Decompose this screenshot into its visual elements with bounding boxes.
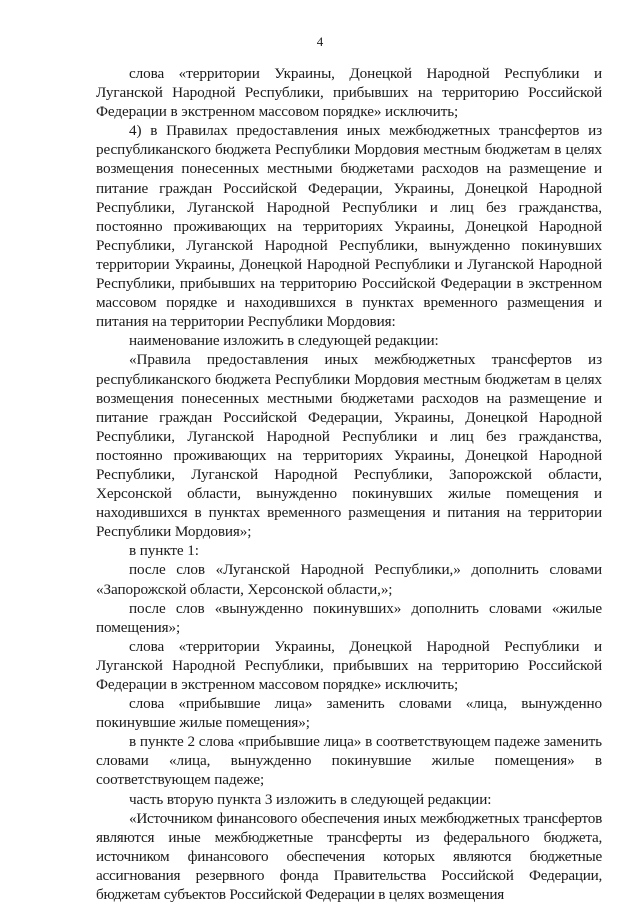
paragraph: наименование изложить в следующей редакции: — [129, 332, 439, 350]
paragraph: «Источником финансового обеспечения иных межбюджетных трансфертов являются иные межбюджетные трансферты из федерального бюджета, источником финансового обеспечения которых являются бюджетные ассигнования резервного фонда Правительства Российской Федерации, бюджетам субъектов Российской Федерации в целях возмещения — [96, 809, 602, 904]
document-body — [96, 64, 602, 904]
paragraph: «Правила предоставления иных межбюджетных трансфертов из республиканского бюджета Республики Мордовия местным бюджетам в целях возмещения понесенных местными бюджетами расходов на размещение и питание граждан Российской Федерации, Украины, Донецкой Народной Республики, Луганской Народной Республики и лиц без гражданства, постоянно проживающих на территориях Украины, Донецкой Народной Республики, Луганской Народной Республики, Запорожской области, Херсонской области, вынужденно покинувших жилые помещения и находившихся в пунктах временного размещения и питания на территории Республики Мордовия»; — [96, 351, 602, 541]
paragraph: слова «территории Украины, Донецкой Народной Республики и Луганской Народной Республики, прибывших на территорию Российской Федерации в экстренном массовом порядке» исключить; — [96, 637, 602, 693]
page-number: 4 — [316, 34, 324, 49]
paragraph: после слов «Луганской Народной Республики,» дополнить словами «Запорожской области, Херсонской области,»; — [96, 561, 602, 598]
paragraph: в пункте 1: — [129, 542, 199, 560]
paragraph: после слов «вынужденно покинувших» дополнить словами «жилые помещения»; — [96, 599, 602, 636]
paragraph: 4) в Правилах предоставления иных межбюджетных трансфертов из республиканского бюджета Республики Мордовия местным бюджетам в целях возмещения понесенных местными бюджетами расходов на размещение и питание граждан Российской Федерации, Украины, Донецкой Народной Республики, Луганской Народной Республики и лиц без гражданства, постоянно проживающих на территориях Украины, Донецкой Народной Республики, Луганской Народной Республики, вынужденно покинувших территории Украины, Донецкой Народной Республики и Луганской Народной Республики, прибывших на территорию Российской Федерации в экстренном массовом порядке и находившихся в пунктах временного размещения и питания на территории Республики Мордовия: — [96, 122, 602, 331]
paragraph: часть вторую пункта 3 изложить в следующей редакции: — [129, 790, 492, 808]
paragraph: слова «прибывшие лица» заменить словами «лица, вынужденно покинувшие жилые помещения»; — [96, 695, 602, 732]
paragraph: в пункте 2 слова «прибывшие лица» в соответствующем падеже заменить словами «лица, вынужденно покинувшие жилые помещения» в соответствующем падеже; — [96, 733, 602, 789]
paragraph: слова «территории Украины, Донецкой Народной Республики и Луганской Народной Республики, прибывших на территорию Российской Федерации в экстренном массовом порядке» исключить; — [96, 65, 602, 121]
